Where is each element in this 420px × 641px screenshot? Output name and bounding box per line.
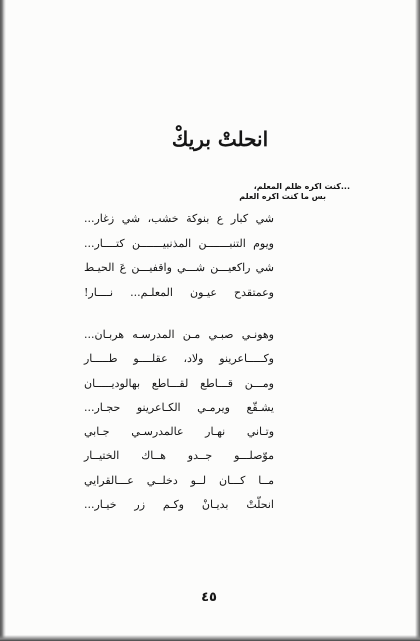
verse-line: وتـاني نهـار عالمدرسـي جـابي bbox=[84, 425, 274, 439]
verse-line: وعمتقدح عيـون المعلـم... نــــار! bbox=[84, 285, 274, 299]
page-number: ٤٥ bbox=[201, 590, 217, 605]
stanza-1 bbox=[84, 207, 274, 305]
poem-epigraph bbox=[170, 182, 350, 202]
poem-title: انحلتْ بريكْ bbox=[171, 127, 269, 151]
epigraph-line-2: بس ما كنت اكره العلم bbox=[239, 192, 326, 201]
page-bottom-edge bbox=[0, 635, 420, 641]
verse-line: انحلّتْ بديـانْ وكـم زر خيـار... bbox=[84, 498, 274, 512]
verse-line: ويوم التنبـــــــن المذنبيـــــــن كتــــار... bbox=[84, 236, 274, 250]
verse-line: شي كبار ع بنوكة خشب، شي زغار... bbox=[84, 212, 274, 225]
verse-line: ومـــن قـــاطع لقـــاطع بهالوديـــــان bbox=[84, 376, 274, 390]
verse-line: شي راكعيـــن شـــي واقفيـــن عَ الحيـط bbox=[84, 261, 274, 274]
page-left-edge bbox=[0, 0, 6, 641]
verse-line: مــا كـــان لــو دخلــي عـــالقرايي bbox=[84, 473, 274, 487]
verse-line: موّصلـــو جــدو هــاك الختيــار bbox=[84, 449, 274, 463]
verse-line: يشـقّع ويرمـي الكـاعرينو حجـار... bbox=[84, 400, 274, 414]
epigraph-line-1: ...كنت اكره ظلم المعلم، bbox=[253, 182, 350, 191]
verse-line: وكـــــاعرينو ولاد، عقلــــو طـــــار bbox=[84, 352, 274, 366]
page-right-edge bbox=[415, 0, 420, 641]
stanza-2 bbox=[84, 323, 274, 517]
verse-line: وهونـي صبـي مـن المدرسـه هربـان... bbox=[84, 328, 274, 341]
